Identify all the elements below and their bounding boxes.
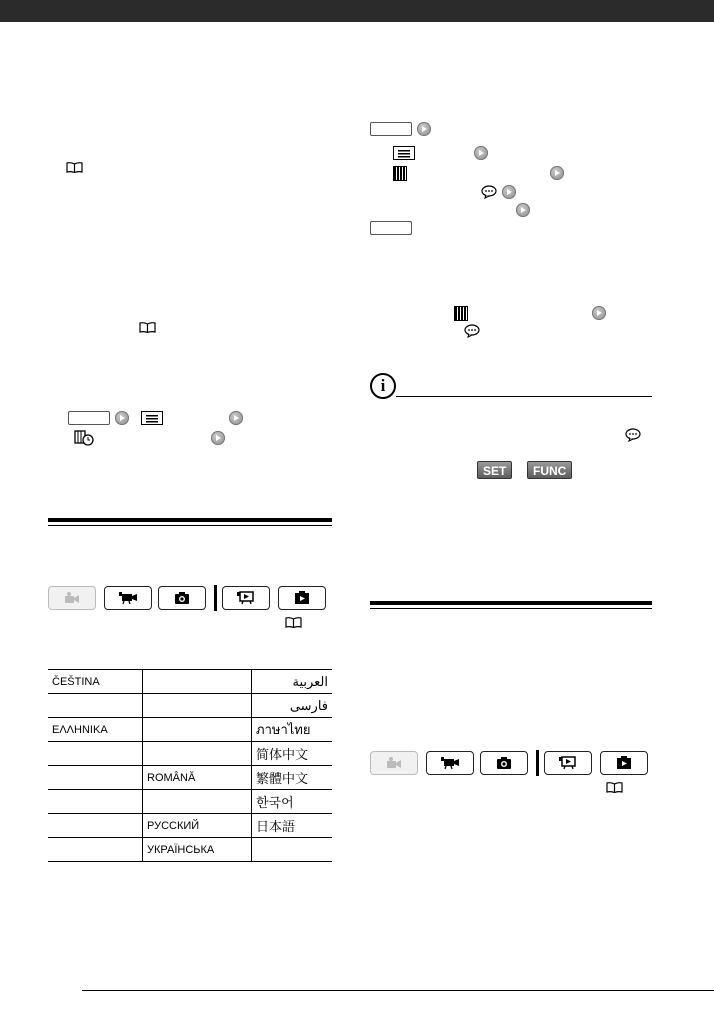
photo-playback-mode xyxy=(600,751,648,775)
language-table xyxy=(48,669,332,862)
speech-bubble-icon xyxy=(481,185,497,199)
table-row xyxy=(48,670,332,694)
language-cell xyxy=(48,694,143,718)
step-arrow-icon xyxy=(417,122,431,136)
language-cell xyxy=(143,718,252,742)
func-button-box[interactable] xyxy=(370,122,412,136)
step-arrow-icon xyxy=(592,306,606,320)
book-reference-icon xyxy=(606,782,623,793)
step-arrow-icon xyxy=(474,146,488,160)
language-cell: 日本語 xyxy=(252,814,333,838)
photo-mode xyxy=(480,751,528,775)
movie-playback-mode xyxy=(544,751,592,775)
language-cell xyxy=(252,838,333,862)
language-cell xyxy=(143,790,252,814)
footer-rule xyxy=(82,990,714,991)
language-cell xyxy=(48,742,143,766)
step-arrow-icon xyxy=(229,411,243,425)
menu-list-icon xyxy=(393,146,415,160)
language-cell: РУССКИЙ xyxy=(143,814,252,838)
mode-separator xyxy=(214,585,217,611)
table-row xyxy=(48,814,332,838)
movie-record-mode xyxy=(104,586,152,610)
mode-bar xyxy=(370,751,652,777)
language-cell: العربية xyxy=(252,670,333,694)
film-clock-icon xyxy=(74,430,94,446)
book-reference-icon xyxy=(285,617,302,628)
language-cell: ROMÂNĂ xyxy=(143,766,252,790)
information-icon: i xyxy=(370,373,396,399)
section-rule xyxy=(370,601,652,605)
mode-separator xyxy=(536,750,539,776)
language-cell: ภาษาไทย xyxy=(252,718,333,742)
func-button-tag: FUNC xyxy=(527,461,572,479)
speech-bubble-icon xyxy=(625,428,641,442)
language-cell: فارسی xyxy=(252,694,333,718)
language-cell xyxy=(48,790,143,814)
language-cell xyxy=(143,670,252,694)
movie-playback-icon xyxy=(236,591,256,605)
func-button-box[interactable] xyxy=(68,411,110,425)
film-roll-icon xyxy=(454,306,468,321)
playback-icon xyxy=(614,756,634,770)
step-arrow-icon xyxy=(516,203,530,217)
photo-camera-icon xyxy=(494,756,514,770)
movie-record-icon xyxy=(440,756,460,770)
movie-record-mode xyxy=(426,751,474,775)
language-cell: 한국어 xyxy=(252,790,333,814)
notes-rule xyxy=(396,396,652,397)
mode-bar xyxy=(48,586,332,612)
language-cell: ΕΛΛΗΝΙΚΑ xyxy=(48,718,143,742)
photo-mode xyxy=(158,586,206,610)
language-cell: УКРАЇНСЬКА xyxy=(143,838,252,862)
table-row xyxy=(48,718,332,742)
speech-bubble-icon xyxy=(464,324,480,338)
table-row xyxy=(48,766,332,790)
step-arrow-icon xyxy=(550,166,564,180)
section-rule xyxy=(48,518,332,522)
film-roll-icon xyxy=(393,166,407,181)
book-reference-icon xyxy=(66,162,83,173)
step-arrow-icon xyxy=(115,411,129,425)
language-cell xyxy=(48,814,143,838)
playback-icon xyxy=(292,591,312,605)
movie-record-icon xyxy=(118,591,138,605)
dual-shot-camera-icon xyxy=(384,756,404,770)
func-button-box[interactable] xyxy=(370,221,412,235)
language-cell: ČEŠTINA xyxy=(48,670,143,694)
photo-playback-mode xyxy=(278,586,326,610)
step-arrow-icon xyxy=(211,431,225,445)
table-row xyxy=(48,742,332,766)
set-button-tag: SET xyxy=(477,461,512,479)
step-arrow-icon xyxy=(502,185,516,199)
movie-playback-icon xyxy=(558,756,578,770)
dual-shot-mode xyxy=(48,586,96,610)
language-cell xyxy=(143,694,252,718)
language-cell xyxy=(48,838,143,862)
menu-list-icon xyxy=(141,411,163,425)
header-bar xyxy=(0,0,714,22)
section-rule xyxy=(370,608,652,609)
section-rule xyxy=(48,525,332,526)
book-reference-icon xyxy=(139,322,156,333)
language-cell: 繁體中文 xyxy=(252,766,333,790)
dual-shot-camera-icon xyxy=(62,591,82,605)
movie-playback-mode xyxy=(222,586,270,610)
table-row xyxy=(48,838,332,862)
photo-camera-icon xyxy=(172,591,192,605)
language-cell: 简体中文 xyxy=(252,742,333,766)
dual-shot-mode xyxy=(370,751,418,775)
table-row xyxy=(48,790,332,814)
table-row xyxy=(48,694,332,718)
language-cell xyxy=(48,766,143,790)
language-cell xyxy=(143,742,252,766)
